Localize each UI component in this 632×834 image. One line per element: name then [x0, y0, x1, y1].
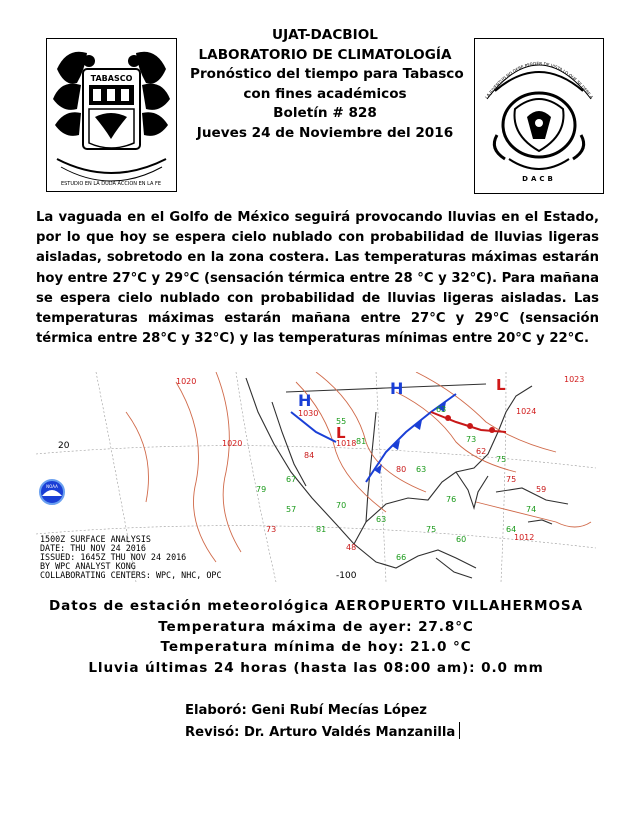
text-cursor — [459, 722, 460, 739]
credits — [185, 700, 460, 744]
station-temperature: 63 — [416, 465, 427, 474]
surface-analysis-map — [36, 372, 596, 582]
station-temperature: 62 — [476, 447, 487, 456]
map-caption-line: COLLABORATING CENTERS: WPC, NHC, OPC — [40, 570, 222, 580]
svg-text:LA JUVENTUD NO DEBE PERDER DE — [475, 39, 594, 100]
forecast-subtitle: con fines académicos — [243, 85, 407, 102]
station-temperature: 48 — [346, 543, 357, 552]
station-title: Datos de estación meteorológica AEROPUERTO VILLAHERMOSA — [48, 598, 584, 614]
map-caption-line: 1500Z SURFACE ANALYSIS — [40, 534, 151, 544]
station-temperature: 63 — [436, 405, 447, 414]
latitude-label: 20 — [58, 441, 70, 451]
pressure-label: 1012 — [514, 533, 535, 542]
station-data — [0, 596, 632, 678]
station-temperature: 57 — [286, 505, 297, 514]
map-caption-line: DATE: THU NOV 24 2016 — [40, 543, 146, 553]
pressure-label: 1020 — [222, 439, 243, 448]
logo-left-bottom-text: ESTUDIO EN LA DUDA ACCION EN LA FE — [60, 181, 162, 187]
station-temperature: 75 — [426, 525, 437, 534]
logo-right-top-text: LA JUVENTUD NO DEBE PERDER DE VISTA LO QUE SE DEBE A — [483, 60, 595, 100]
map-caption-line: BY WPC ANALYST KONG — [40, 561, 136, 571]
station-temperature: 79 — [256, 485, 267, 494]
longitude-label: -100 — [336, 571, 357, 581]
pressure-label: 1030 — [298, 409, 319, 418]
station-temperature: 70 — [336, 501, 347, 510]
min-temp-today: Temperatura mínima de hoy: 21.0 °C — [160, 639, 472, 656]
max-temp-yesterday: Temperatura máxima de ayer: 27.8°C — [158, 618, 474, 635]
laboratory-name: LABORATORIO DE CLIMATOLOGÍA — [198, 46, 452, 63]
pressure-label: 1023 — [564, 375, 585, 384]
station-temperature: 59 — [536, 485, 547, 494]
station-temperature: 75 — [506, 475, 517, 484]
map-caption-line: ISSUED: 1645Z THU NOV 24 2016 — [40, 552, 187, 562]
station-temperature: 81 — [356, 437, 367, 446]
forecast-title: Pronóstico del tiempo para Tabasco — [190, 66, 464, 83]
station-temperature: 75 — [496, 455, 507, 464]
ujat-logo — [46, 38, 177, 192]
logo-left-top-text: TABASCO — [90, 74, 133, 83]
reviewed-by: Revisó: Dr. Arturo Valdés Manzanilla — [185, 725, 456, 740]
bulletin-number: Boletín # 828 — [273, 105, 377, 122]
station-temperature: 73 — [266, 525, 277, 534]
station-temperature: 84 — [304, 451, 315, 460]
pressure-label: 1020 — [176, 377, 197, 386]
station-temperature: 64 — [506, 525, 517, 534]
station-temperature: 60 — [456, 535, 467, 544]
high-pressure-symbol-1: H — [298, 391, 312, 410]
high-pressure-symbol-2: H — [390, 379, 404, 398]
dacbiol-logo — [474, 38, 604, 194]
noaa-logo-text: NOAA — [46, 484, 58, 489]
station-temperature: 80 — [396, 465, 407, 474]
bulletin-header — [190, 26, 464, 144]
bulletin-date: Jueves 24 de Noviembre del 2016 — [196, 124, 454, 141]
station-temperature: 63 — [376, 515, 387, 524]
pressure-label: 1018 — [336, 439, 357, 448]
station-temperature: 73 — [466, 435, 477, 444]
logo-right-bottom-text: DACB — [522, 175, 556, 183]
noaa-logo — [40, 480, 64, 504]
rainfall-24h: Lluvia últimas 24 horas (hasta las 08:00 am): 0.0 mm — [88, 659, 544, 676]
station-temperature: 74 — [526, 505, 537, 514]
station-temperature: 55 — [336, 417, 347, 426]
station-temperature: 81 — [316, 525, 327, 534]
forecast-paragraph: La vaguada en el Golfo de México seguirá provocando lluvias en el Estado, por lo que hoy se espera cielo nublado con probabilidad de lluvias ligeras aisladas, sobretodo en la zona costera. Las temperaturas máximas estarán hoy entre 27°C y 29°C (sensación térmica entre 28 °C y 32°C). Para mañana se espera cielo nublado con probabilidad de lluvias ligeras aisladas. Las temperaturas máximas estarán mañana entre 27°C y 29°C (sensación térmica entre 28°C y 32°C) y las temperaturas mínimas entre 20°C y 22°C. — [36, 210, 599, 347]
prepared-by: Elaboró: Geni Rubí Mecías López — [185, 703, 427, 718]
low-pressure-symbol-1: L — [336, 424, 346, 442]
station-temperature: 66 — [396, 553, 407, 562]
station-temperature: 76 — [446, 495, 457, 504]
low-pressure-symbol-2: L — [496, 376, 506, 394]
dacbiol-seal-icon — [475, 39, 603, 193]
institution-name: UJAT-DACBIOL — [272, 27, 378, 43]
station-temperature: 67 — [286, 475, 297, 484]
ujat-seal-icon — [47, 39, 176, 191]
pressure-label: 1024 — [516, 407, 537, 416]
